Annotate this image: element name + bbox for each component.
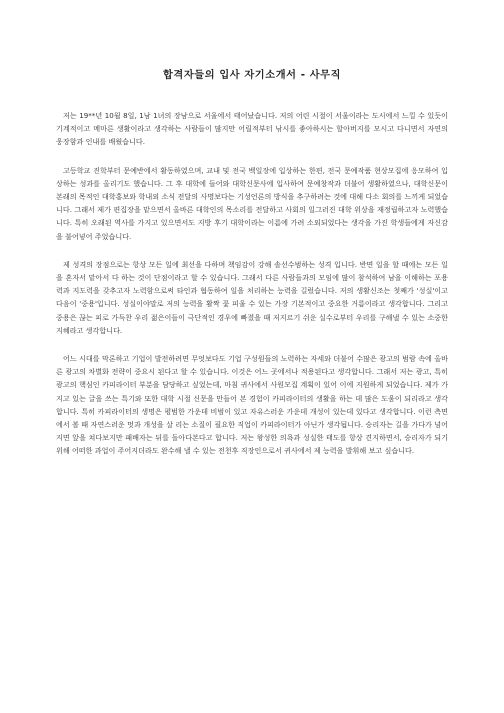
paragraph-education: 고등학교 진학부터 문예반에서 활동하였으며, 교내 및 전국 백일장에 입상하는 한편, 전국 문예작품 현상모집에 응모하여 입상하는 성과를 올리기도 했습니다. 그 후 대학에 들어와 대학신문사에 입사하여 문예창작과 더불어 생활하였으나, 대학신문이 본래의 목적인 대학홍보와 학내외 소식 전달의 사명보다는 기성언론의 방식을 추구하려는 것에 대해 다소 회의를 느끼게 되었습니다. 그래서 제가 편집장을 맡으면서 올바른 대학인의 목소리를 전달하고 사회의 일그러진 대학 위상을 재정립하고자 노력했습니다. 특히 오래된 역사를 가지고 있으면서도 지방 후기 대학이라는 이름에 가려 소외되었다는 생각을 가진 학생들에게 자신감을 불어넣어 주었습니다. <box>56 165 448 241</box>
paragraph-personality: 제 성격의 장점으로는 항상 모든 일에 최선을 다하며 책임감이 강해 솔선수범하는 성격 입니다. 반면 일을 할 때에는 모든 일을 혼자서 맡아서 다 하는 것이 단점이라고 할 수 있습니다. 그래서 다른 사람들과의 모임에 많이 참석하여 남을 이해하는 포용력과 지도력을 갖추고자 노력함으로써 타인과 협동하여 일을 처리하는 능력을 길렀습니다. 저의 생활신조는 첫째가 '성실'이고 다음이 '중용'입니다. 성실이야말로 저의 능력을 활짝 꽃 피울 수 있는 가장 기본적이고 중요한 거름이라고 생각합니다. 그리고 중용은 끊는 피로 가득찬 우리 젊은이들이 극단적인 경우에 빠졌을 때 저지르기 쉬운 실수로부터 우리를 구해낼 수 있는 소중한 지혜라고 생각합니다. <box>56 259 448 335</box>
document-body <box>56 109 448 458</box>
paragraph-motivation: 어느 시대를 막론하고 기업이 발전하려면 무엇보다도 기업 구성원들의 노력하는 자세와 더불어 수많은 광고의 범람 속에 올바른 광고의 차별화 전략이 중요시 된다고 할 수 있습니다. 이것은 어느 곳에서나 적용된다고 생각합니다. 그래서 저는 광고, 특히 광고의 핵심인 카피라이터 부분을 담당하고 싶었는데, 마침 귀사에서 사원모집 계획이 있어 이에 지원하게 되었습니다. 제가 가지고 있는 글을 쓰는 특기와 또한 대학 시절 신문을 만들어 본 경험이 카피라이터의 생활을 하는 데 많은 도움이 되리라고 생각합니다. 특히 카피라이터의 생명은 평범한 가운데 비범이 있고 자유스러운 가운데 개성이 있는데 있다고 생각합니다. 이런 측면에서 볼 때 자연스러운 멋과 개성을 살 리는 소질이 필요한 직업이 카피라이터가 아닌가 생각됩니다. 승리자는 길을 가다가 넘어지면 앞을 쳐다보지만 패배자는 뒤를 돌아다본다고 합니다. 저는 왕성한 의욕과 성실한 태도를 항상 견지하면서, 승리자가 되기 위해 어떠한 과업이 주어지더라도 완수해 낼 수 있는 전천후 직장인으로서 귀사에서 제 능력을 발휘해 보고 싶습니다. <box>56 354 448 456</box>
paragraph-birth: 저는 19**년 10월 8일, 1남 1녀의 장남으로 서울에서 태어났습니다. 저의 어린 시절이 서울이라는 도시에서 느낄 수 있듯이 기계적이고 메마른 생활이라고 생각하는 사람들이 많지만 어릴적부터 낚시를 좋아하시는 할아버지를 모시고 다니면서 자연의 웅장함과 인내를 배웠습니다. <box>56 111 448 147</box>
document-title: 합격자들의 입사 자기소개서 - 사무직 <box>162 70 342 81</box>
